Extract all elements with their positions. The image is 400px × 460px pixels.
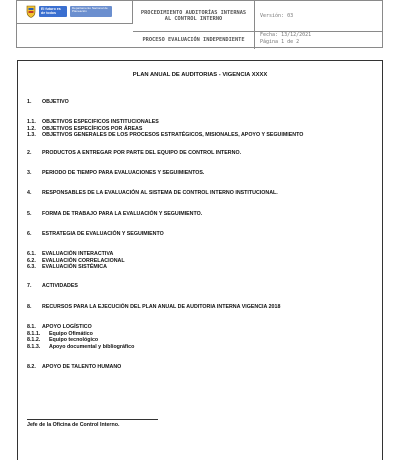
procedure-title: PROCEDIMIENTO AUDITORÍAS INTERNAS AL CONTROL INTERNO bbox=[140, 9, 247, 22]
date-page-cell bbox=[255, 32, 382, 49]
entity-logo-badge: Departamento Nacional de Planeación bbox=[70, 6, 112, 17]
version-cell bbox=[255, 1, 382, 32]
list-item: 7. ACTIVIDADES bbox=[27, 283, 78, 289]
process-name: PROCESO EVALUACIÓN INDEPENDIENTE bbox=[142, 37, 245, 44]
logo-group bbox=[26, 5, 112, 18]
list-item: 1.3. OBJETIVOS GENERALES DE LOS PROCESOS ESTRATÉGICOS, MISIONALES, APOYO Y SEGUIMIENTO bbox=[27, 132, 304, 138]
list-item: 8.1. APOYO LOGÍSTICO bbox=[27, 324, 92, 330]
list-item: 6.1. EVALUACIÓN INTERACTIVA bbox=[27, 251, 114, 257]
logo-cell bbox=[17, 1, 133, 24]
list-item: 6. ESTRATEGIA DE EVALUACIÓN Y SEGUIMIENTO bbox=[27, 231, 164, 237]
list-item: 8.1.3. Apoyo documental y bibliográfico bbox=[27, 343, 135, 350]
list-item: 3. PERIODO DE TIEMPO PARA EVALUACIONES Y SEGUIMIENTOS. bbox=[27, 170, 205, 176]
list-item: 6.2. EVALUACIÓN CORRELACIONAL bbox=[27, 257, 125, 264]
list-item: 6.3. EVALUACIÓN SISTÉMICA bbox=[27, 264, 107, 270]
document-header bbox=[16, 0, 383, 48]
coat-of-arms-icon bbox=[26, 5, 36, 18]
list-item: 1.1. OBJETIVOS ESPECIFICOS INSTITUCIONALES bbox=[27, 119, 159, 125]
signature-label: Jefe de la Oficina de Control Interno. bbox=[27, 422, 120, 428]
list-item: 2. PRODUCTOS A ENTREGAR POR PARTE DEL EQUIPO DE CONTROL INTERNO. bbox=[27, 150, 242, 156]
list-item: 8. RECURSOS PARA LA EJECUCIÓN DEL PLAN ANUAL DE AUDITORIA INTERNA VIGENCIA 2018 bbox=[27, 304, 281, 310]
list-item: 8.1.2. Equipo tecnológico bbox=[27, 337, 99, 343]
signature-line bbox=[27, 419, 158, 420]
page-number: Página 1 de 2 bbox=[260, 39, 300, 45]
list-item: 8.2. APOYO DE TALENTO HUMANO bbox=[27, 364, 122, 370]
process-cell bbox=[133, 32, 255, 49]
document-title: PLAN ANUAL DE AUDITORIAS - VIGENCIA XXXX bbox=[132, 72, 268, 78]
gov-logo-badge: El futuro es de todos bbox=[39, 6, 67, 17]
list-item: 1. OBJETIVO bbox=[27, 99, 69, 105]
list-item: 4. RESPONSABLES DE LA EVALUACIÓN AL SISTEMA DE CONTROL INTERNO INSTITUCIONAL. bbox=[27, 190, 278, 196]
document-body bbox=[17, 60, 383, 460]
list-item: 8.1.1. Equipo Ofimático bbox=[27, 330, 93, 337]
date-text: Fecha: 13/12/2021 bbox=[260, 32, 312, 38]
list-item: 5. FORMA DE TRABAJO PARA LA EVALUACIÓN Y SEGUIMIENTO. bbox=[27, 211, 203, 217]
list-item: 1.2. OBJETIVOS ESPECÍFICOS POR ÁREAS bbox=[27, 125, 143, 132]
version-text: Versión: 03 bbox=[260, 12, 294, 19]
procedure-title-cell bbox=[133, 1, 255, 32]
